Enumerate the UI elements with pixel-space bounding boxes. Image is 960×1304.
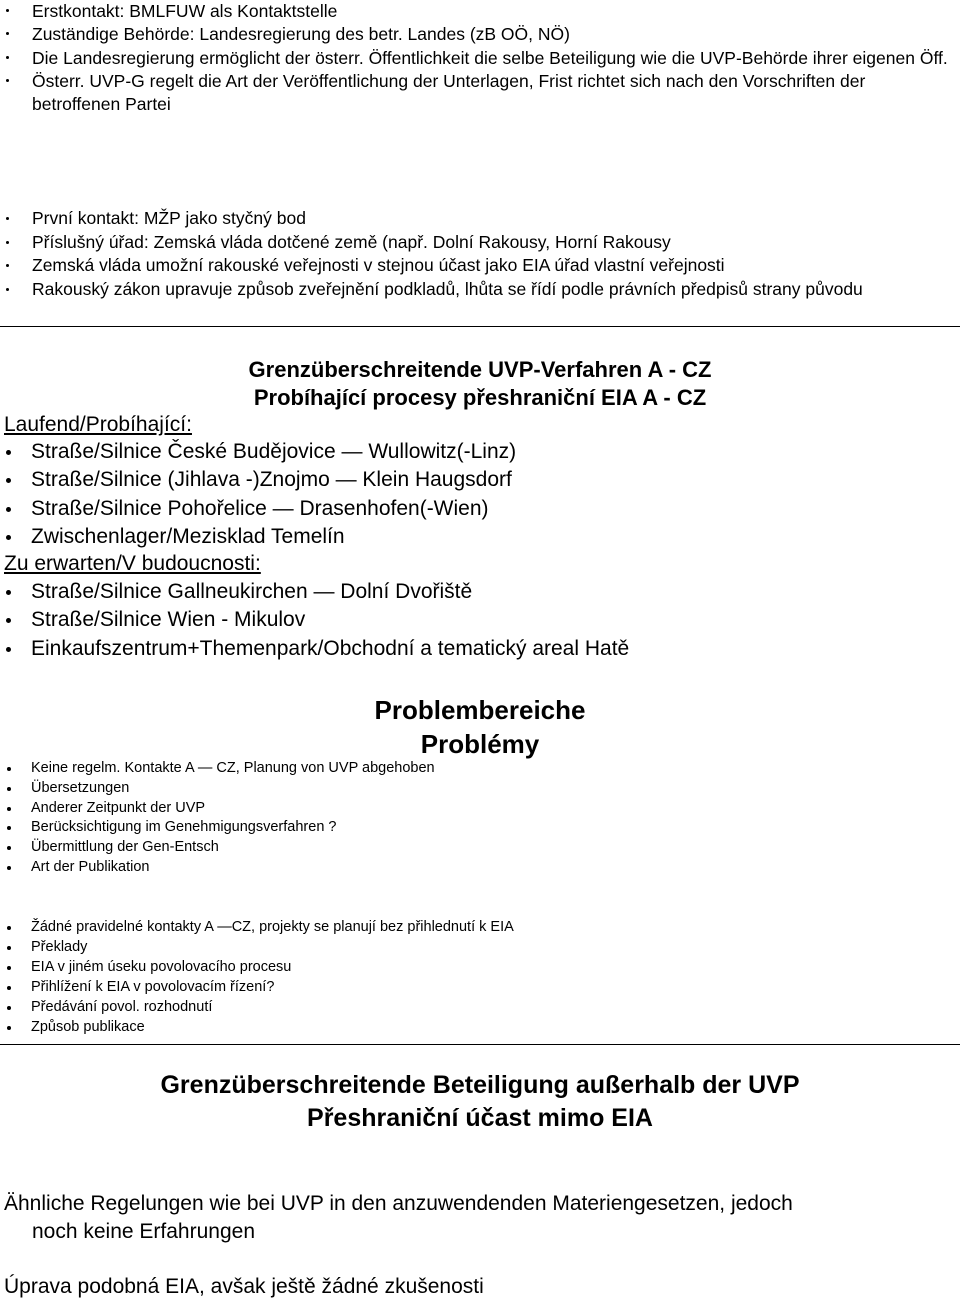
section2-title-cz: Problémy — [420, 729, 540, 759]
list-item: Die Landesregierung ermöglicht der österr. Öffentlichkeit die selbe Beteiligung wie die UVP-Behörde ihrer eigenen Öff. — [0, 47, 960, 70]
expected-label: Zu erwarten/V budoucnosti: — [4, 552, 261, 575]
list-item: Erstkontakt: BMLFUW als Kontaktstelle — [0, 0, 960, 23]
paragraph-line: noch keine Erfahrungen — [32, 1220, 255, 1243]
list-item: Žádné pravidelné kontakty A —CZ, projekty se planují bez přihlednutí k EIA — [0, 918, 960, 938]
list-item: Straße/Silnice Wien - Mikulov — [0, 606, 960, 634]
list-cz-top — [0, 207, 960, 301]
section3-title-de: Grenzüberschreitende Beteiligung außerhalb der UVP — [160, 1071, 800, 1099]
section1-title-de: Grenzüberschreitende UVP-Verfahren A - CZ — [248, 357, 712, 382]
list-item: Österr. UVP-G regelt die Art der Veröffentlichung der Unterlagen, Frist richtet sich nach den Vorschriften der betroffenen Partei — [0, 70, 960, 117]
paragraph-line: Ähnliche Regelungen wie bei UVP in den anzuwendenden Materiengesetzen, jedoch — [4, 1192, 793, 1215]
problems-list-de — [0, 759, 960, 878]
ongoing-list — [0, 438, 960, 551]
list-item: Způsob publikace — [0, 1018, 960, 1038]
list-item: Übermittlung der Gen-Entsch — [0, 838, 960, 858]
list-item: Překlady — [0, 938, 960, 958]
section3-title-cz: Přeshraniční účast mimo EIA — [307, 1104, 653, 1132]
list-item: Straße/Silnice Pohořelice — Drasenhofen(-Wien) — [0, 495, 960, 523]
list-item: Straße/Silnice České Budějovice — Wullowitz(-Linz) — [0, 438, 960, 466]
divider — [0, 1044, 960, 1045]
list-item: Übersetzungen — [0, 779, 960, 799]
list-item: Rakouský zákon upravuje způsob zveřejnění podkladů, lhůta se řídí podle právních předpisů strany původu — [0, 278, 960, 302]
list-item: Zwischenlager/Mezisklad Temelín — [0, 523, 960, 551]
list-item: Straße/Silnice (Jihlava -)Znojmo — Klein Haugsdorf — [0, 466, 960, 494]
list-item: EIA v jiném úseku povolovacího procesu — [0, 958, 960, 978]
section2-title-de: Problembereiche — [374, 695, 586, 725]
list-item: Zemská vláda umožní rakouské veřejnosti v stejnou účast jako EIA úřad vlastní veřejnosti — [0, 254, 960, 278]
list-item: Anderer Zeitpunkt der UVP — [0, 799, 960, 819]
ongoing-label: Laufend/Probíhající: — [4, 413, 192, 436]
list-item: Zuständige Behörde: Landesregierung des betr. Landes (zB OÖ, NÖ) — [0, 23, 960, 46]
section1-title-cz: Probíhající procesy přeshraniční EIA A - CZ — [253, 385, 707, 410]
list-item: Příslušný úřad: Zemská vláda dotčené země (např. Dolní Rakousy, Horní Rakousy — [0, 231, 960, 255]
divider — [0, 326, 960, 327]
list-item: Keine regelm. Kontakte A — CZ, Planung von UVP abgehoben — [0, 759, 960, 779]
list-item: Přihlížení k EIA v povolovacím řízení? — [0, 978, 960, 998]
list-item: Berücksichtigung im Genehmigungsverfahren ? — [0, 818, 960, 838]
section3-paragraph-de — [4, 1190, 950, 1246]
list-item: Art der Publikation — [0, 858, 960, 878]
section3-paragraph-cz: Úprava podobná EIA, avšak ještě žádné zkušenosti — [4, 1275, 484, 1298]
list-item: Einkaufszentrum+Themenpark/Obchodní a tematický areal Hatě — [0, 635, 960, 663]
list-item: Straße/Silnice Gallneukirchen — Dolní Dvořiště — [0, 578, 960, 606]
problems-list-cz — [0, 918, 960, 1037]
expected-list — [0, 578, 960, 663]
list-item: Předávání povol. rozhodnutí — [0, 998, 960, 1018]
list-de-top — [0, 0, 960, 116]
list-item: První kontakt: MŽP jako styčný bod — [0, 207, 960, 231]
